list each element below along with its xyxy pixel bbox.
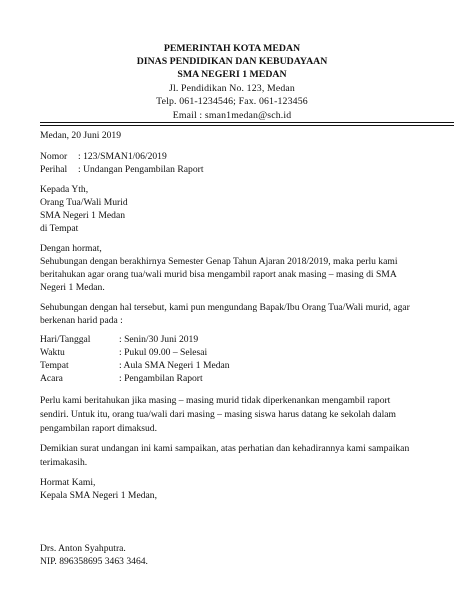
letterhead-email: Email : sman1medan@sch.id (172, 110, 292, 121)
signatory-name: Drs. Anton Syahputra. (40, 543, 126, 554)
recipient-line: SMA Negeri 1 Medan (40, 210, 125, 221)
schedule-value: : Aula SMA Negeri 1 Medan (119, 360, 230, 371)
letterhead-department: DINAS PENDIDIKAN DAN KEBUDAYAAN (136, 56, 328, 67)
paragraph-line: pengambilan raport dimaksud. (40, 423, 157, 434)
schedule-label: Hari/Tanggal (40, 334, 91, 345)
paragraph-line: Sehubungan dengan berakhirnya Semester Genap Tahun Ajaran 2018/2019, maka perlu kami (40, 256, 398, 267)
recipient-line: Orang Tua/Wali Murid (40, 197, 128, 208)
letterhead-divider-thin (40, 125, 454, 126)
schedule-value: : Pengambilan Raport (119, 373, 203, 384)
closing-salutation: Hormat Kami, (40, 477, 96, 488)
nomor-label: Nomor (40, 151, 68, 162)
paragraph-line: beritahukan agar orang tua/wali murid bisa mengambil raport anak masing – masing di SMA (40, 269, 397, 280)
schedule-label: Waktu (40, 347, 65, 358)
perihal-value: : Undangan Pengambilan Raport (78, 164, 204, 175)
schedule-label: Tempat (40, 360, 69, 371)
letterhead-divider-thick (40, 122, 454, 123)
paragraph-line: terimakasih. (40, 457, 88, 468)
nomor-value: : 123/SMAN1/06/2019 (78, 151, 167, 162)
recipient-line: Kepada Yth, (40, 184, 89, 195)
signatory-nip: NIP. 896358695 3463 3464. (40, 556, 148, 567)
schedule-value: : Pukul 09.00 – Selesai (119, 347, 208, 358)
paragraph-line: Negeri 1 Medan. (40, 282, 105, 293)
letterhead-government: PEMERINTAH KOTA MEDAN (163, 43, 301, 54)
letterhead-phone: Telp. 061-1234546; Fax. 061-123456 (156, 96, 308, 107)
recipient-line: di Tempat (40, 223, 79, 234)
letter-date: Medan, 20 Juni 2019 (40, 130, 122, 141)
greeting: Dengan hormat, (40, 243, 102, 254)
schedule-value: : Senin/30 Juni 2019 (119, 334, 199, 345)
schedule-label: Acara (40, 373, 63, 384)
letterhead-address: Jl. Pendidikan No. 123, Medan (169, 83, 295, 94)
paragraph-line: Sehubungan dengan hal tersebut, kami pun mengundang Bapak/Ibu Orang Tua/Wali murid, agar (40, 302, 410, 313)
paragraph-line: sendiri. Untuk itu, orang tua/wali dari masing – masing siswa harus datang ke sekolah dalam (40, 409, 396, 420)
letterhead-school: SMA NEGERI 1 MEDAN (177, 69, 287, 80)
paragraph-line: Perlu kami beritahukan jika masing – masing murid tidak diperkenankan mengambil raport (40, 395, 391, 406)
paragraph-line: Demikian surat undangan ini kami sampaikan, atas perhatian dan kehadirannya kami sampaikan (40, 443, 410, 454)
closing-title: Kepala SMA Negeri 1 Medan, (40, 490, 157, 501)
paragraph-line: berkenan harid pada : (40, 315, 123, 326)
perihal-label: Perihal (40, 164, 68, 175)
